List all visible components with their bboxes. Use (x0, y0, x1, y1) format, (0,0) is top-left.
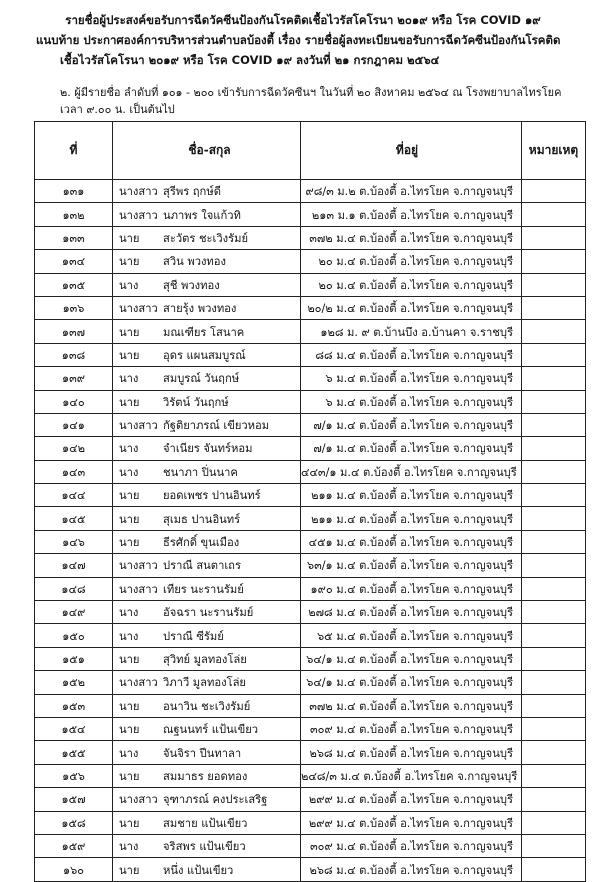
row-name: สมมาธร ยอดทอง (163, 769, 248, 783)
row-name-cell (113, 764, 301, 787)
row-address: ๓๐๙ ม.๔ ต.บ้องตี้ อ.ไทรโยค จ.กาญจนบุรี (301, 834, 522, 857)
row-number: ๑๓๗ (35, 320, 113, 343)
row-name-cell (113, 811, 301, 834)
row-address: ๒๑๓ ม.๑ ต.บ้องตี้ อ.ไทรโยค จ.กาญจนบุรี (301, 203, 522, 226)
row-remark (522, 460, 586, 483)
row-number: ๑๔๔ (35, 484, 113, 507)
row-address: ๖๓/๑ ม.๔ ต.บ้องตี้ อ.ไทรโยค จ.กาญจนบุรี (301, 554, 522, 577)
row-address: ๓๗๒ ม.๔ ต.บ้องตี้ อ.ไทรโยค จ.กาญจนบุรี (301, 694, 522, 717)
row-name-cell (113, 530, 301, 553)
row-number: ๑๓๖ (35, 296, 113, 319)
row-name: อัจฉรา นะรานรัมย์ (163, 606, 254, 620)
row-name-cell (113, 413, 301, 436)
row-address: ๒๗๘ ม.๔ ต.บ้องตี้ อ.ไทรโยค จ.กาญจนบุรี (301, 601, 522, 624)
row-name: สายรุ้ง พวงทอง (163, 302, 237, 316)
row-name-cell (113, 203, 301, 226)
table-row (35, 647, 586, 670)
row-address: ๒๐/๒ ม.๔ ต.บ้องตี้ อ.ไทรโยค จ.กาญจนบุรี (301, 296, 522, 319)
row-remark (522, 273, 586, 296)
row-remark (522, 507, 586, 530)
table-row (35, 343, 586, 366)
row-address: ๑๙๐ ม.๔ ต.บ้องตี้ อ.ไทรโยค จ.กาญจนบุรี (301, 577, 522, 600)
row-title: นางสาว (119, 302, 158, 316)
row-number: ๑๖๐ (35, 858, 113, 881)
row-remark (522, 437, 586, 460)
row-number: ๑๓๙ (35, 367, 113, 390)
row-remark (522, 764, 586, 787)
row-name: สุชี พวงทอง (163, 278, 220, 292)
row-name: ณฐนนทร์ แป้นเขียว (163, 723, 259, 737)
row-name-cell (113, 788, 301, 811)
row-name-cell (113, 601, 301, 624)
row-number: ๑๕๔ (35, 717, 113, 740)
row-name-cell (113, 834, 301, 857)
row-address: ๒๖๘ ม.๔ ต.บ้องตี้ อ.ไทรโยค จ.กาญจนบุรี (301, 858, 522, 881)
row-name: จุฑาภรณ์ คงประเสริฐ (163, 793, 268, 807)
table-row (35, 320, 586, 343)
row-number: ๑๓๕ (35, 273, 113, 296)
row-name-cell (113, 507, 301, 530)
row-title: นาย (119, 325, 140, 339)
row-name-cell (113, 647, 301, 670)
table-row (35, 390, 586, 413)
row-name-cell (113, 624, 301, 647)
row-remark (522, 296, 586, 319)
document-header (0, 10, 600, 70)
row-title: นาย (119, 231, 140, 245)
row-remark (522, 484, 586, 507)
row-name: สุเมธ ปานอินทร์ (163, 512, 241, 526)
table-row (35, 437, 586, 460)
row-address: ๑๒๘ ม. ๙ ต.บ้านบึง อ.บ้านคา จ.ราชบุรี (301, 320, 522, 343)
row-name-cell (113, 554, 301, 577)
row-address: ๒๑๑ ม.๔ ต.บ้องตี้ อ.ไทรโยค จ.กาญจนบุรี (301, 507, 522, 530)
row-address: ๖๔/๑ ม.๔ ต.บ้องตี้ อ.ไทรโยค จ.กาญจนบุรี (301, 671, 522, 694)
row-name: สมบูรณ์ วันฤกษ์ (163, 372, 240, 386)
row-name-cell (113, 577, 301, 600)
row-name: เทียร นะรานรัมย์ (163, 582, 244, 596)
row-name: อนาวิน ชะเวิงรัมย์ (163, 699, 251, 713)
row-name: ยอดเพชร ปานอินทร์ (163, 489, 261, 503)
row-remark (522, 367, 586, 390)
table-row (35, 507, 586, 530)
row-name-cell (113, 343, 301, 366)
header-line-2: แนบท้าย ประกาศองค์การบริหารส่วนตำบลบ้องตี้ เรื่อง รายชื่อผู้ลงทะเบียนขอรับการฉีดวัคซีนป้องกันโรคติด (36, 33, 561, 47)
row-number: ๑๔๙ (35, 601, 113, 624)
table-row (35, 554, 586, 577)
row-title: นาย (119, 536, 140, 550)
row-name: วิรัตน์ วันฤกษ์ (163, 395, 229, 409)
row-title: นาย (119, 653, 140, 666)
row-name: หนึ่ง แป้นเขียว (163, 863, 234, 877)
table-row (35, 788, 586, 811)
row-address: ๗/๑ ม.๔ ต.บ้องตี้ อ.ไทรโยค จ.กาญจนบุรี (301, 437, 522, 460)
row-name: สุวิทย์ มูลทองโล่ย (163, 653, 247, 666)
row-number: ๑๓๔ (35, 250, 113, 273)
row-remark (522, 390, 586, 413)
row-title: นางสาว (119, 559, 158, 573)
row-title: นาย (119, 769, 140, 783)
table-row (35, 624, 586, 647)
row-title: นาย (119, 348, 140, 362)
row-title: นางสาว (119, 676, 158, 690)
row-name: จริสพร แป้นเขียว (163, 840, 246, 854)
row-name-cell (113, 296, 301, 319)
row-address: ๖๔/๑ ม.๔ ต.บ้องตี้ อ.ไทรโยค จ.กาญจนบุรี (301, 647, 522, 670)
row-name: จำเนียร จันทร์หอม (163, 442, 253, 456)
row-title: นาย (119, 489, 140, 503)
table-row (35, 834, 586, 857)
row-number: ๑๔๕ (35, 507, 113, 530)
row-address: ๒๐ ม.๔ ต.บ้องตี้ อ.ไทรโยค จ.กาญจนบุรี (301, 250, 522, 273)
row-number: ๑๓๒ (35, 203, 113, 226)
row-title: นาย (119, 512, 140, 526)
row-name: นภาพร ใจแก้วทิ (163, 208, 241, 222)
row-number: ๑๔๐ (35, 390, 113, 413)
row-number: ๑๔๖ (35, 530, 113, 553)
row-number: ๑๕๗ (35, 788, 113, 811)
row-name-cell (113, 180, 301, 203)
table-body (35, 180, 586, 882)
table-row (35, 530, 586, 553)
row-title: นางสาว (119, 185, 158, 199)
intro-line-1: ๒. ผู้มีรายชื่อ ลำดับที่ ๑๐๑ - ๒๐๐ เข้ารับการฉีดวัคซีนฯ ในวันที่ ๒๐ สิงหาคม ๒๕๖๔ ณ โรงพยาบาลไทรโยค (60, 86, 562, 99)
row-address: ๖ ม.๔ ต.บ้องตี้ อ.ไทรโยค จ.กาญจนบุรี (301, 390, 522, 413)
row-title: นาย (119, 395, 140, 409)
registrant-table (34, 121, 586, 882)
table-header-row (35, 122, 586, 180)
row-remark (522, 624, 586, 647)
header-remark: หมายเหตุ (522, 122, 586, 180)
row-name: สะวัตร ชะเวิงรัมย์ (163, 231, 249, 245)
row-title: นางสาว (119, 793, 158, 807)
row-title: นาง (119, 606, 139, 620)
row-remark (522, 717, 586, 740)
row-number: ๑๕๖ (35, 764, 113, 787)
row-number: ๑๓๑ (35, 180, 113, 203)
row-address: ๒๖๘ ม.๔ ต.บ้องตี้ อ.ไทรโยค จ.กาญจนบุรี (301, 741, 522, 764)
row-number: ๑๕๓ (35, 694, 113, 717)
row-remark (522, 834, 586, 857)
row-address: ๙๘/๓ ม.๒ ต.บ้องตี้ อ.ไทรโยค จ.กาญจนบุรี (301, 180, 522, 203)
row-name: สวิน พวงทอง (163, 255, 226, 269)
row-address: ๒๑๑ ม.๔ ต.บ้องตี้ อ.ไทรโยค จ.กาญจนบุรี (301, 484, 522, 507)
table-row (35, 413, 586, 436)
row-name-cell (113, 694, 301, 717)
row-name-cell (113, 226, 301, 249)
table-row (35, 226, 586, 249)
row-remark (522, 694, 586, 717)
header-line-1: รายชื่อผู้ประสงค์ขอรับการฉีดวัคซีนป้องกันโรคติดเชื้อไวรัสโคโรนา ๒๐๑๙ หรือ โรค COVID ๑๙ (65, 13, 541, 27)
row-address: ๒๐ ม.๔ ต.บ้องตี้ อ.ไทรโยค จ.กาญจนบุรี (301, 273, 522, 296)
row-address: ๔๔๓/๑ ม.๔ ต.บ้องตี้ อ.ไทรโยค จ.กาญจนบุรี (301, 460, 522, 483)
row-remark (522, 343, 586, 366)
row-address: ๖๕ ม.๔ ต.บ้องตี้ อ.ไทรโยค จ.กาญจนบุรี (301, 624, 522, 647)
row-remark (522, 811, 586, 834)
row-number: ๑๔๒ (35, 437, 113, 460)
row-name-cell (113, 484, 301, 507)
row-remark (522, 741, 586, 764)
row-remark (522, 203, 586, 226)
row-number: ๑๕๑ (35, 647, 113, 670)
row-title: นางสาว (119, 419, 158, 433)
row-address: ๒๙๙ ม.๔ ต.บ้องตี้ อ.ไทรโยค จ.กาญจนบุรี (301, 788, 522, 811)
table-row (35, 858, 586, 881)
row-name-cell (113, 858, 301, 881)
row-title: นาง (119, 840, 139, 854)
table-row (35, 811, 586, 834)
row-remark (522, 671, 586, 694)
table-row (35, 180, 586, 203)
row-remark (522, 180, 586, 203)
row-remark (522, 320, 586, 343)
row-name: สุรีพร ฤกษ์ดี (163, 185, 221, 199)
row-number: ๑๕๐ (35, 624, 113, 647)
row-remark (522, 858, 586, 881)
row-name: ธีรศักดิ์ ขุนเมือง (163, 536, 240, 550)
row-number: ๑๕๕ (35, 741, 113, 764)
row-name: ปราณี ซีรัมย์ (163, 629, 224, 643)
row-number: ๑๓๓ (35, 226, 113, 249)
row-address: ๘๘ ม.๔ ต.บ้องตี้ อ.ไทรโยค จ.กาญจนบุรี (301, 343, 522, 366)
table-row (35, 741, 586, 764)
row-address: ๒๔๘/๓ ม.๔ ต.บ้องตี้ อ.ไทรโยค จ.กาญจนบุรี (301, 764, 522, 787)
row-name-cell (113, 320, 301, 343)
row-remark (522, 413, 586, 436)
table-row (35, 273, 586, 296)
row-title: นาง (119, 278, 139, 292)
table-row (35, 601, 586, 624)
row-title: นาย (119, 723, 140, 737)
table-row (35, 577, 586, 600)
row-number: ๑๔๘ (35, 577, 113, 600)
row-number: ๑๔๗ (35, 554, 113, 577)
row-name: มณเฑียร โสนาค (163, 325, 245, 339)
header-address: ที่อยู่ (301, 122, 522, 180)
table-row (35, 671, 586, 694)
header-no: ที่ (35, 122, 113, 180)
row-number: ๑๔๓ (35, 460, 113, 483)
header-name: ชื่อ-สกุล (113, 122, 301, 180)
row-name: จันจิรา ปีนทาลา (163, 746, 242, 760)
row-name-cell (113, 273, 301, 296)
row-number: ๑๓๘ (35, 343, 113, 366)
table-row (35, 367, 586, 390)
row-number: ๑๕๒ (35, 671, 113, 694)
table-row (35, 460, 586, 483)
row-name-cell (113, 671, 301, 694)
row-address: ๗/๑ ม.๔ ต.บ้องตี้ อ.ไทรโยค จ.กาญจนบุรี (301, 413, 522, 436)
row-name-cell (113, 437, 301, 460)
row-title: นาง (119, 629, 139, 643)
row-name: สมชาย แป้นเขียว (163, 816, 248, 830)
row-title: นาย (119, 255, 140, 269)
row-name: กัฐติยาภรณ์ เขียวหอม (163, 419, 270, 433)
row-remark (522, 530, 586, 553)
row-name-cell (113, 390, 301, 413)
row-name: อุดร แผนสมบูรณ์ (163, 348, 246, 362)
intro-paragraph (60, 84, 561, 118)
row-name-cell (113, 460, 301, 483)
row-title: นาง (119, 372, 139, 386)
row-remark (522, 647, 586, 670)
table-row (35, 764, 586, 787)
row-title: นาง (119, 442, 139, 456)
table-row (35, 203, 586, 226)
row-name-cell (113, 367, 301, 390)
row-address: ๔๕๑ ม.๔ ต.บ้องตี้ อ.ไทรโยค จ.กาญจนบุรี (301, 530, 522, 553)
intro-line-2: เวลา ๙.๐๐ น. เป็นต้นไป (60, 103, 175, 116)
row-name: ชนาภา ปิ่นนาค (163, 465, 238, 479)
row-remark (522, 226, 586, 249)
row-name-cell (113, 250, 301, 273)
table-row (35, 694, 586, 717)
row-title: นาย (119, 863, 140, 877)
table-row (35, 296, 586, 319)
row-name-cell (113, 717, 301, 740)
row-title: นาง (119, 746, 139, 760)
row-number: ๑๕๘ (35, 811, 113, 834)
row-title: นาง (119, 465, 139, 479)
row-name: ปราณี สนตาเถร (163, 559, 241, 573)
row-address: ๒๙๙ ม.๔ ต.บ้องตี้ อ.ไทรโยค จ.กาญจนบุรี (301, 811, 522, 834)
table-row (35, 484, 586, 507)
row-title: นางสาว (119, 582, 158, 596)
row-address: ๖ ม.๔ ต.บ้องตี้ อ.ไทรโยค จ.กาญจนบุรี (301, 367, 522, 390)
row-name: วิภาวี มูลทองโล่ย (163, 676, 246, 690)
row-remark (522, 554, 586, 577)
row-title: นางสาว (119, 208, 158, 222)
row-address: ๓๗๒ ม.๔ ต.บ้องตี้ อ.ไทรโยค จ.กาญจนบุรี (301, 226, 522, 249)
row-number: ๑๔๑ (35, 413, 113, 436)
header-line-3: เชื้อไวรัสโคโรนา ๒๐๑๙ หรือ โรค COVID ๑๙ ลงวันที่ ๒๑ กรกฎาคม ๒๕๖๔ (60, 53, 440, 67)
table-row (35, 250, 586, 273)
table-row (35, 717, 586, 740)
row-remark (522, 577, 586, 600)
row-title: นาย (119, 816, 140, 830)
row-remark (522, 250, 586, 273)
row-name-cell (113, 741, 301, 764)
row-remark (522, 601, 586, 624)
row-address: ๓๐๙ ม.๔ ต.บ้องตี้ อ.ไทรโยค จ.กาญจนบุรี (301, 717, 522, 740)
row-title: นาย (119, 699, 140, 713)
row-remark (522, 788, 586, 811)
row-number: ๑๕๙ (35, 834, 113, 857)
